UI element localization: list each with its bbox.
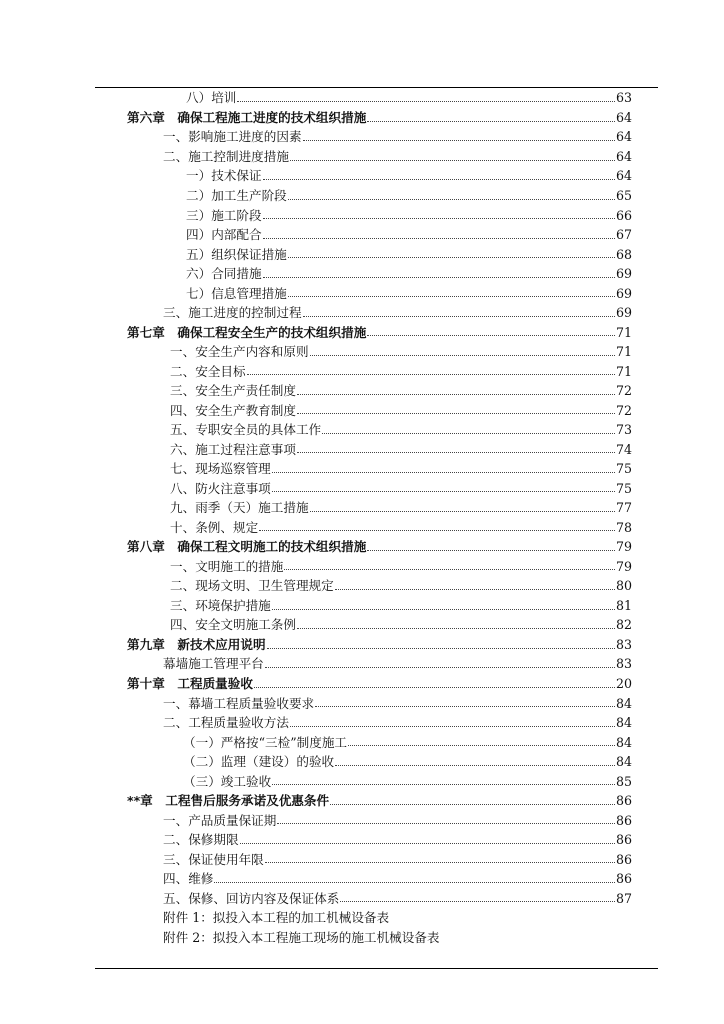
toc-entry-page: 87 [615,890,632,906]
toc-entry[interactable] [0,691,632,711]
toc-entry-page: 75 [615,480,632,496]
toc-entry[interactable] [0,86,632,106]
toc-entry-page: 79 [615,558,632,574]
toc-entry[interactable] [0,222,632,242]
toc-entry[interactable] [0,339,632,359]
dot-leader [340,900,615,902]
toc-entry-page: 83 [615,636,632,652]
toc-entry-page: 82 [615,617,632,633]
toc-entry-page: 86 [615,793,632,809]
dot-leader [288,256,615,258]
dot-leader [272,471,615,473]
toc-entry[interactable] [0,808,632,828]
toc-entry-page: 73 [615,422,632,438]
toc-entry-page: 64 [615,129,632,145]
toc-entry-title: 二、安全目标 [170,363,246,379]
toc-entry-title: **章 工程售后服务承诺及优惠条件 [127,793,330,809]
toc-entry-page: 86 [615,812,632,828]
dot-leader [290,725,615,727]
dot-leader [267,647,615,649]
toc-entry-title: 四）内部配合 [186,227,262,243]
toc-entry[interactable] [0,866,632,886]
toc-entry-title: 五、专职安全员的具体工作 [170,422,322,438]
dot-leader [263,217,615,219]
toc-entry-title: 一、安全生产内容和原则 [170,344,309,360]
toc-entry-title: 三、保证使用年限 [163,851,264,867]
toc-entry-page: 71 [615,363,632,379]
dot-leader [335,588,615,590]
dot-leader [284,568,615,570]
toc-entry-page: 72 [615,402,632,418]
toc-entry-title: 二、现场文明、卫生管理规定 [170,578,334,594]
toc-entry-title: 五、保修、回访内容及保证体系 [163,890,340,906]
toc-entry[interactable] [0,515,632,535]
toc-chapter-entry[interactable] [0,632,632,652]
toc-entry[interactable] [0,749,632,769]
toc-entry[interactable] [0,281,632,301]
toc-entry-page: 86 [615,832,632,848]
toc-entry[interactable] [0,769,632,789]
toc-entry-page: 81 [615,597,632,613]
dot-leader [263,178,615,180]
toc-entry-page: 79 [615,539,632,555]
toc-entry-title: 第十章 工程质量验收 [127,676,253,691]
attachment-label: 附件 2：拟投入本工程施工现场的施工机械设备表 [163,929,440,945]
toc-entry-title: 二、工程质量验收方法 [163,715,289,731]
toc-entry[interactable] [0,417,632,437]
toc-entry-page: 86 [615,851,632,867]
toc-entry[interactable] [0,574,632,594]
toc-entry-page: 63 [615,90,632,106]
dot-leader [272,608,615,610]
toc-entry[interactable] [0,886,632,906]
toc-chapter-entry[interactable] [0,671,632,691]
toc-chapter-entry[interactable] [0,105,632,125]
toc-entry-title: 八）培训 [186,90,237,106]
toc-entry[interactable] [0,398,632,418]
dot-leader [303,139,615,141]
toc-entry-page: 65 [615,188,632,203]
toc-entry-title: 七）信息管理措施 [186,285,287,301]
toc-entry-page: 77 [615,500,632,516]
toc-entry-title: 三、安全生产责任制度 [170,383,296,399]
dot-leader [272,490,615,492]
dot-leader [288,198,615,200]
toc-entry-title: 二、保修期限 [163,832,239,848]
attachment-item [0,905,632,925]
toc-chapter-entry[interactable] [0,320,632,340]
toc-chapter-entry[interactable] [0,788,632,808]
toc-entry-title: 第九章 新技术应用说明 [127,636,266,652]
toc-entry-page: 78 [615,519,632,535]
toc-entry-page: 68 [615,246,632,262]
dot-leader [263,276,615,278]
toc-entry[interactable] [0,613,632,633]
dot-leader [303,315,615,317]
toc-entry-page: 84 [615,754,632,770]
toc-entry-page: 85 [615,773,632,789]
toc-entry-title: 四、安全文明施工条例 [170,617,296,633]
toc-entry-title: 六、施工过程注意事项 [170,441,296,457]
toc-entry[interactable] [0,261,632,281]
toc-entry-page: 86 [615,871,632,887]
toc-entry[interactable] [0,710,632,730]
toc-entry-page: 80 [615,578,632,594]
toc-entry-page: 72 [615,383,632,399]
toc-entry-title: 一）技术保证 [186,168,262,184]
dot-leader [335,764,615,766]
dot-leader [265,666,615,668]
toc-entry[interactable] [0,378,632,398]
toc-entry-title: 九、雨季（天）施工措施 [170,500,309,516]
toc-entry-title: 二）加工生产阶段 [186,188,287,203]
toc-entry-title: 第七章 确保工程安全生产的技术组织措施 [127,324,367,340]
toc-entry[interactable] [0,456,632,476]
toc-entry-page: 69 [615,305,632,321]
toc-entry-title: 十、条例、规定 [170,519,259,535]
toc-entry-title: 二、施工控制进度措施 [163,148,289,164]
toc-entry[interactable] [0,300,632,320]
toc-entry-page: 64 [615,148,632,164]
toc-entry[interactable] [0,730,632,750]
dot-leader [237,100,615,102]
toc-entry-title: 四、维修 [163,871,214,887]
toc-entry-page: 74 [615,441,632,457]
toc-entry-title: 四、安全生产教育制度 [170,402,296,418]
toc-entry-title: 五）组织保证措施 [186,246,287,262]
toc-entry-title: 一、产品质量保证期 [163,812,277,828]
dot-leader [322,432,615,434]
toc-chapter-entry[interactable] [0,534,632,554]
dot-leader [367,549,615,551]
dot-leader [263,237,615,239]
toc-entry-page: 84 [615,715,632,731]
toc-entry[interactable] [0,203,632,223]
toc-entry-page: 67 [615,227,632,243]
toc-entry-page: 69 [615,285,632,301]
toc-entry-title: 第六章 确保工程施工进度的技术组织措施 [127,109,367,125]
dot-leader [367,120,615,122]
toc-entry[interactable] [0,164,632,184]
toc-entry-page: 84 [615,695,632,711]
toc-entry-title: 一、影响施工进度的因素 [163,129,302,145]
toc-entry[interactable] [0,652,632,672]
toc-entry-title: 六）合同措施 [186,266,262,282]
toc-entry[interactable] [0,359,632,379]
dot-leader [310,354,615,356]
attachment-label: 附件 1：拟投入本工程的加工机械设备表 [163,910,390,926]
toc-entry-title: 一、幕墙工程质量验收要求 [163,695,315,711]
dot-leader [297,627,615,629]
toc-entry[interactable] [0,183,632,203]
dot-leader [297,412,615,414]
toc-entry-page: 71 [615,324,632,340]
toc-entry-title: 第八章 确保工程文明施工的技术组织措施 [127,539,367,555]
toc-entry[interactable] [0,827,632,847]
dot-leader [348,744,615,746]
toc-entry[interactable] [0,144,632,164]
dot-leader [288,295,615,297]
toc-entry[interactable] [0,554,632,574]
dot-leader [240,842,615,844]
toc-entry-page: 69 [615,266,632,282]
dot-leader [297,451,615,453]
toc-entry-title: （二）监理（建设）的验收 [183,754,335,770]
toc-entry-title: 三、环境保护措施 [170,597,271,613]
dot-leader [259,529,615,531]
toc-entry-title: （三）竣工验收 [183,773,272,789]
dot-leader [367,334,615,336]
dot-leader [277,822,615,824]
toc-entry[interactable] [0,242,632,262]
toc-entry[interactable] [0,476,632,496]
toc-entry-title: 八、防火注意事项 [170,480,271,496]
toc-entry[interactable] [0,593,632,613]
toc-entry-title: 一、文明施工的措施 [170,558,284,574]
toc-entry-title: 七、现场巡察管理 [170,461,271,477]
toc-entry[interactable] [0,125,632,145]
toc-entry[interactable] [0,847,632,867]
dot-leader [272,783,615,785]
toc-entry-page: 71 [615,344,632,360]
toc-entry-title: 三）施工阶段 [186,207,262,223]
toc-entry[interactable] [0,495,632,515]
dot-leader [265,861,615,863]
attachment-item [0,925,632,945]
toc-entry-title: （一）严格按“三检”制度施工 [183,734,348,750]
dot-leader [297,393,615,395]
dot-leader [247,373,615,375]
toc-entry-page: 64 [615,109,632,125]
toc-entry[interactable] [0,437,632,457]
toc-entry-page: 75 [615,461,632,477]
toc-entry-page: 66 [615,207,632,223]
dot-leader [214,881,615,883]
toc-entry-page: 64 [615,168,632,184]
toc-entry-title: 三、施工进度的控制过程 [163,305,302,321]
dot-leader [330,803,615,805]
toc-entry-title: 幕墙施工管理平台 [163,656,264,672]
toc-entry-page: 20 [615,676,632,691]
dot-leader [310,510,615,512]
dot-leader [315,705,615,707]
toc-entry-page: 84 [615,734,632,750]
footer-rule [95,968,658,969]
dot-leader [254,686,615,688]
dot-leader [290,159,615,161]
toc-entry-page: 83 [615,656,632,672]
